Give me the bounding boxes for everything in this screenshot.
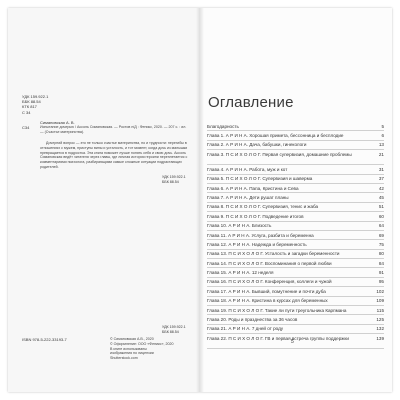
toc-entry (207, 240, 384, 249)
toc-entry-title: Глава 3. П С И Х О Л О Г. Первая супервизия, домашние проблемы (207, 151, 352, 157)
classification-codes-bottom (162, 325, 186, 335)
toc-entry (207, 212, 384, 221)
toc-entry (207, 268, 384, 277)
toc-entry-title: Глава 21. А Р И Н А. 7 дней от роду (207, 326, 284, 332)
toc-entry-page: 5 (381, 123, 384, 129)
toc-entry-title: Глава 4. А Р И Н А. Работа, муж и кот (207, 166, 288, 172)
toc-entry-title: Глава 7. А Р И Н А. Дети рушат планы (207, 194, 289, 200)
toc-entry-title: Глава 9. П С И Х О Л О Г. Подведение итогов (207, 213, 304, 219)
copyright-line: Shutterstock.com (110, 356, 138, 361)
code-line: УДК 159.922.1 (162, 175, 186, 179)
toc-entry-page: 102 (376, 288, 384, 294)
toc-entry-title: Глава 12. А Р И Н А. Надежда и беременность (207, 241, 307, 247)
page-number: 5 (291, 339, 294, 345)
bibliographic-description: Испытание дочерью / Ассоль Симановская. — Ростов н/Д : Феникс, 2020. — 207 с. : ил. — (Счастье материнства). (40, 125, 187, 134)
toc-entry (207, 184, 384, 193)
toc-entry-title: Глава 11. А Р И Н А. Услуга, разбита и беременна (207, 232, 314, 238)
table-of-contents (207, 122, 384, 349)
toc-entry (207, 175, 384, 184)
annotation: Дочерний вопрос — это не только счастье материнства, но и трудности: перегибы в отношениях с мужем, приступы вины и усталость, и тот момент, когда дочь из малышки превращается в подростка. Эта книга поможет лучше понять себя и свою дочь. Ассоль Симановская ведёт читателя через главы, где личная история героини переплетается с комментариями психолога, разбирающими самые сложные ситуации подрастающих родителей. (40, 141, 188, 169)
toc-entry (207, 141, 384, 150)
toc-entry (207, 259, 384, 268)
toc-entry-page: 95 (378, 279, 384, 285)
toc-entry-page: 109 (376, 298, 384, 304)
toc-entry (207, 325, 384, 334)
toc-entry-page: 132 (376, 326, 384, 332)
toc-entry-page: 31 (378, 166, 384, 172)
toc-entry-page: 139 (376, 335, 384, 341)
code-line: КТК 817 (22, 104, 37, 110)
toc-entry-page: 69 (378, 232, 384, 238)
toc-entry (207, 287, 384, 296)
toc-entry (207, 193, 384, 202)
toc-entry-page: 80 (378, 251, 384, 257)
toc-entry-page: 60 (378, 213, 384, 219)
code-line: С 34 (22, 109, 31, 115)
toc-entry-page: 42 (378, 185, 384, 191)
toc-entry-title: Глава 2. А Р И Н А. Дача, бабушки, гинекологи (207, 142, 307, 148)
toc-entry-title: Глава 13. П С И Х О Л О Г. Усталость и загадки беременности (207, 251, 340, 257)
toc-entry (207, 306, 384, 315)
code-line: ББК 88.54 (162, 179, 179, 184)
toc-entry-page: 51 (378, 204, 384, 210)
author-name: Симановская А. В. (40, 120, 75, 125)
toc-entry-title: Глава 1. А Р И Н А. Хорошая примета, бессонница и бесплодие (207, 132, 344, 138)
toc-entry-title: Глава 6. А Р И Н А. Папа, Кристина и Сева (207, 185, 299, 191)
toc-entry (207, 278, 384, 287)
toc-entry (207, 131, 384, 140)
code-line: ББК 88.54 (22, 99, 41, 105)
toc-entry (207, 165, 384, 174)
book-spread (8, 8, 392, 392)
toc-entry-title: Глава 22. П С И Х О Л О Г. ГВ и первая встреча группы поддержки (207, 335, 349, 341)
toc-entry-title: Глава 5. П С И Х О Л О Г. Супервизия и шаверма (207, 176, 313, 182)
toc-entry-page: 64 (378, 223, 384, 229)
toc-entry (207, 203, 384, 212)
toc-entry (207, 315, 384, 324)
toc-entry-title: Благодарность (207, 123, 239, 129)
isbn: ISBN 978-5-222-33193-7 (22, 337, 67, 342)
author-mark: С34 (22, 125, 30, 130)
toc-entry-title: Глава 18. А Р И Н А. Кристина в курсах для беременных (207, 298, 328, 304)
toc-entry-page: 84 (378, 260, 384, 266)
toc-entry-page: 125 (376, 317, 384, 323)
toc-entry (207, 297, 384, 306)
toc-entry-title: Глава 10. А Р И Н А. Близость (207, 223, 272, 229)
toc-entry (207, 334, 384, 349)
toc-entry-title: Глава 8. П С И Х О Л О Г. Супервизия, тенис и жаба (207, 204, 319, 210)
contents-title: Оглавление (208, 94, 294, 111)
toc-entry-title: Глава 19. П С И Х О Л О Г. Такие ли пути треугольника Карпмана (207, 307, 347, 313)
classification-codes-right (162, 175, 186, 185)
toc-entry-page: 45 (378, 194, 384, 200)
copyright-line: изображения по лицензии (110, 351, 154, 356)
toc-entry-page: 13 (378, 142, 384, 148)
toc-entry-page: 115 (376, 307, 384, 313)
toc-entry (207, 250, 384, 259)
toc-entry (207, 150, 384, 165)
copyright-block (110, 337, 196, 361)
code-line: ББК 88.54 (162, 329, 179, 334)
book-spine (196, 8, 204, 392)
copyright-line: В книге использованы (110, 346, 147, 351)
imprint-page (8, 8, 200, 392)
classification-codes (22, 94, 48, 115)
toc-entry-page: 91 (378, 270, 384, 276)
toc-entry (207, 122, 384, 131)
toc-entry-title: Глава 15. А Р И Н А. 12 неделя (207, 270, 274, 276)
toc-entry-title: Глава 14. П С И Х О Л О Г. Воспоминания о первой любви (207, 260, 332, 266)
toc-entry-title: Глава 17. А Р И Н А. Бывший, помутнение и почти дуба (207, 288, 326, 294)
copyright-line: © Оформление: ООО «Феникс», 2020 (110, 341, 174, 346)
toc-entry (207, 231, 384, 240)
code-line: УДК 159.922.1 (22, 94, 49, 99)
toc-entry-title: Глава 20. Роды и празднества за 36 часов (207, 317, 298, 323)
toc-entry (207, 222, 384, 231)
toc-entry-page: 21 (378, 151, 384, 157)
copyright-line: © Симановская А.В., 2020 (110, 337, 154, 341)
code-line: УДК 159.922.1 (162, 325, 186, 329)
toc-entry-title: Глава 16. П С И Х О Л О Г. Конференция, коллеги и чужой (207, 279, 332, 285)
toc-entry-page: 37 (378, 176, 384, 182)
toc-entry-page: 75 (378, 241, 384, 247)
toc-entry-page: 6 (381, 132, 384, 138)
